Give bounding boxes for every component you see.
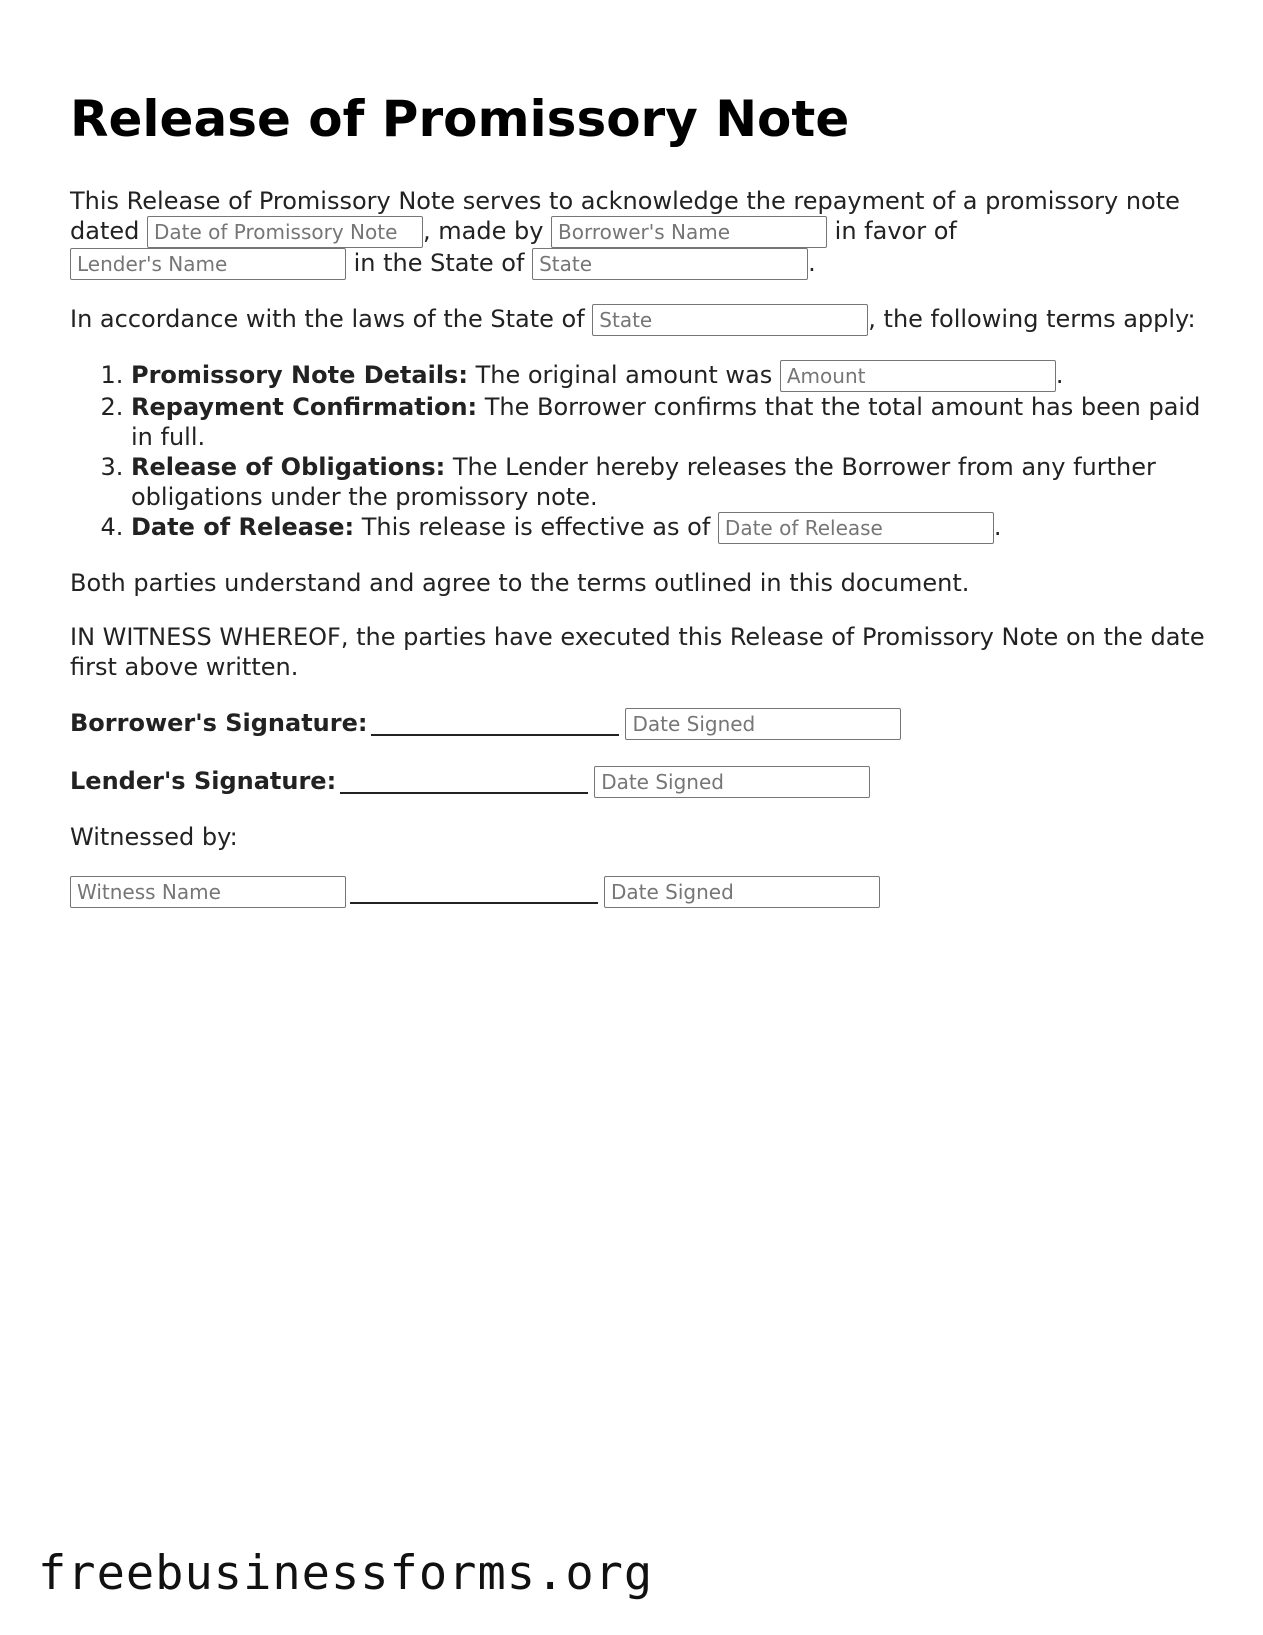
lender-signature-label: Lender's Signature: — [70, 767, 337, 795]
witness-date-signed-field[interactable] — [604, 876, 880, 908]
terms-list — [70, 360, 1210, 544]
footer-watermark: freebusinessforms.org — [38, 1546, 654, 1601]
lender-date-signed-field[interactable] — [594, 766, 870, 798]
term-item — [131, 360, 1210, 392]
lender-signature-line[interactable] — [340, 770, 588, 794]
borrower-signature-line[interactable] — [371, 712, 619, 736]
borrower-date-signed-field[interactable] — [625, 708, 901, 740]
intro-text-4: in the State of — [346, 249, 533, 277]
term-text: This release is effective as of — [354, 513, 718, 541]
agreement-paragraph: Both parties understand and agree to the terms outlined in this document. — [70, 569, 970, 597]
intro-text-1: This Release of Promissory Note serves to acknowledge the repayment of a promissory note dated — [70, 187, 1180, 245]
document-page — [70, 84, 1210, 932]
intro-text-2: , made by — [422, 217, 552, 245]
law-text-2: , the following terms apply: — [868, 305, 1196, 333]
law-text-1: In accordance with the laws of the State of — [70, 305, 593, 333]
lender-name-field[interactable] — [70, 248, 346, 280]
intro-text-5: . — [808, 249, 816, 277]
term-item — [131, 452, 1210, 512]
term-heading: Date of Release: — [131, 513, 355, 541]
law-paragraph — [70, 304, 1210, 336]
release-date-field[interactable] — [718, 512, 994, 544]
witnessed-by-label: Witnessed by: — [70, 823, 238, 851]
document-title: Release of Promissory Note — [70, 90, 850, 148]
term-item — [131, 512, 1210, 544]
witness-name-field[interactable] — [70, 876, 346, 908]
term-item — [131, 392, 1210, 452]
term-after: . — [993, 513, 1002, 541]
promissory-note-date-field[interactable] — [147, 216, 423, 248]
term-text: The Lender hereby releases the Borrower from any further obligations under the promissory note. — [131, 453, 1156, 511]
intro-text-3: in favor of — [827, 217, 957, 245]
intro-state-field[interactable] — [532, 248, 808, 280]
law-state-field[interactable] — [592, 304, 868, 336]
witness-whereof-paragraph: IN WITNESS WHEREOF, the parties have executed this Release of Promissory Note on the date first above written. — [70, 623, 1205, 681]
witness-row — [70, 874, 1210, 908]
borrower-signature-row — [70, 706, 1210, 740]
term-heading: Release of Obligations: — [131, 453, 446, 481]
term-after: . — [1055, 361, 1064, 389]
witness-signature-line[interactable] — [350, 880, 598, 904]
term-text: The original amount was — [467, 361, 780, 389]
term-text: The Borrower confirms that the total amount has been paid in full. — [131, 393, 1201, 451]
lender-signature-row — [70, 764, 1210, 798]
borrower-signature-label: Borrower's Signature: — [70, 709, 368, 737]
intro-paragraph — [70, 186, 1210, 280]
borrower-name-field[interactable] — [551, 216, 827, 248]
term-heading: Promissory Note Details: — [131, 361, 468, 389]
term-heading: Repayment Confirmation: — [131, 393, 478, 421]
amount-field[interactable] — [780, 360, 1056, 392]
